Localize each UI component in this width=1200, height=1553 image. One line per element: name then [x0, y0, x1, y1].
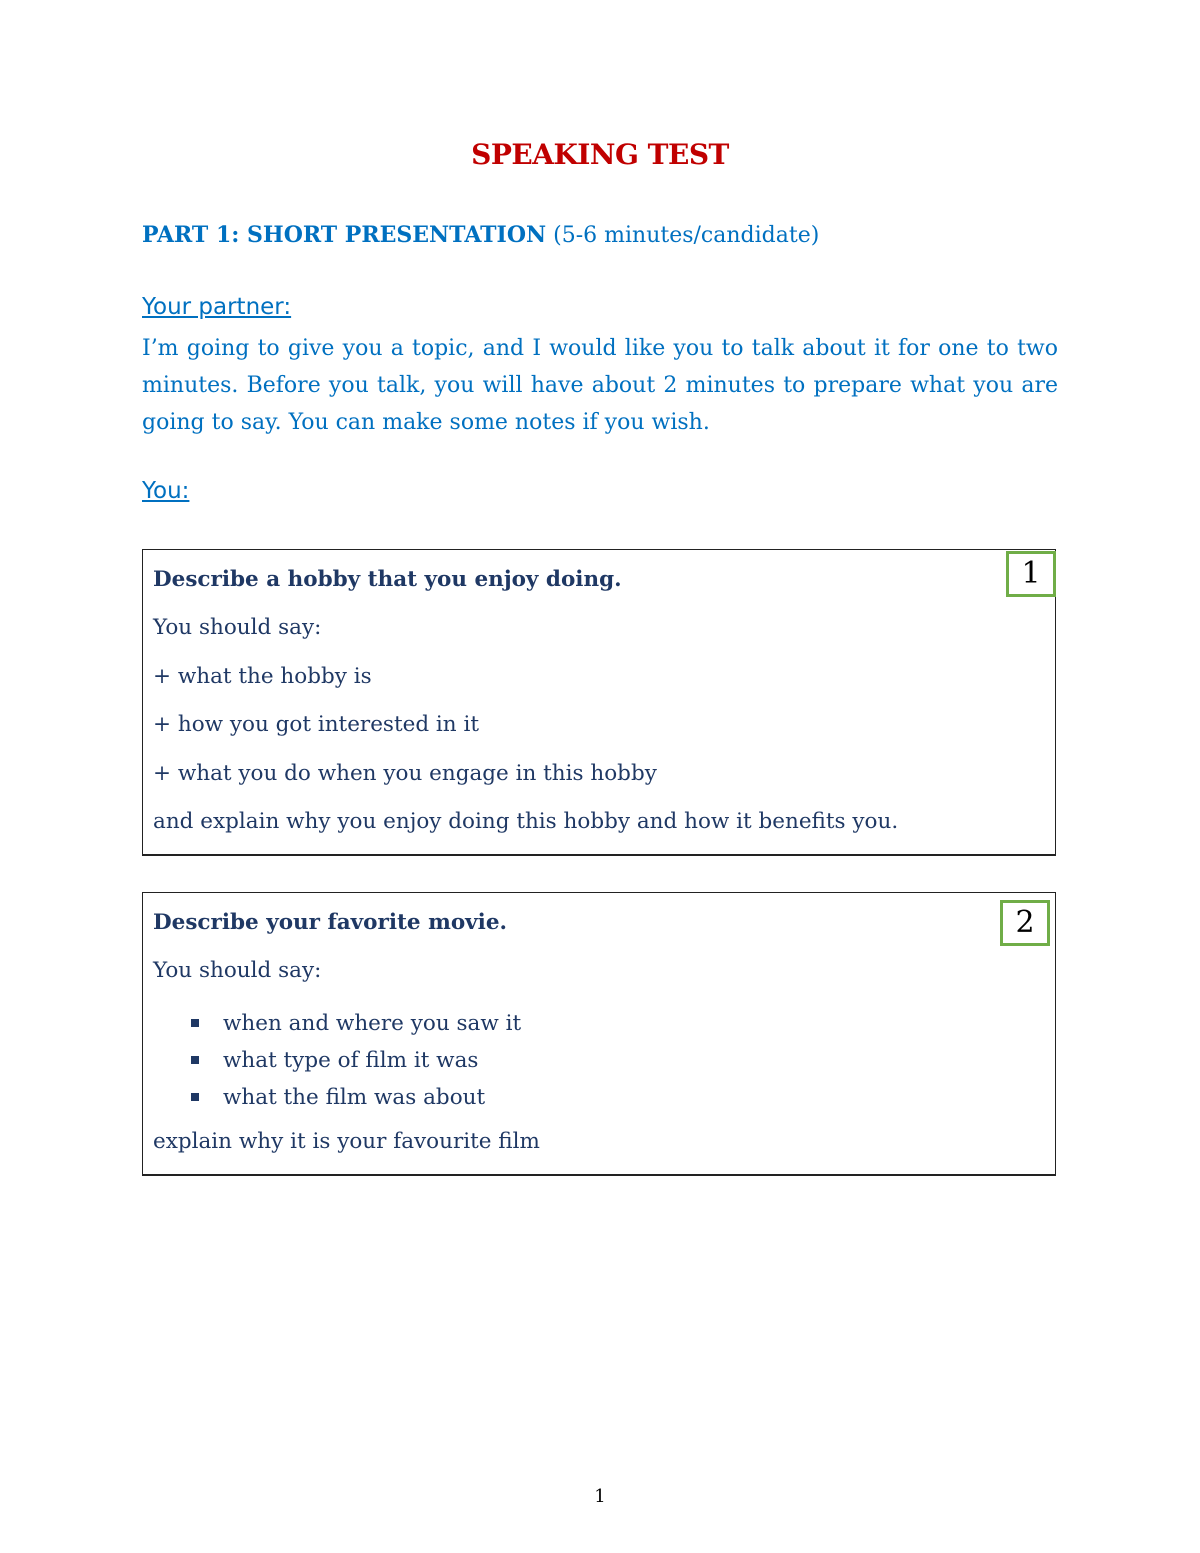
card-closing: and explain why you enjoy doing this hobby and how it benefits you.	[153, 809, 899, 834]
list-item	[153, 1079, 521, 1116]
square-bullet-icon	[191, 1093, 199, 1101]
card-heading: Describe your favorite movie.	[153, 910, 508, 935]
list-item	[153, 1042, 521, 1079]
bullet-text: what type of film it was	[223, 1048, 479, 1073]
partner-instructions: I’m going to give you a topic, and I would like you to talk about it for one to two minutes. Before you talk, you will have about 2 minutes to prepare what you are going to say. You can make some notes if you wish.	[142, 336, 1058, 435]
square-bullet-icon	[191, 1019, 199, 1027]
part-duration: (5-6 minutes/candidate)	[553, 223, 820, 248]
page-title: SPEAKING TEST	[471, 138, 729, 171]
cue-card-2	[142, 892, 1056, 1176]
card-number-badge: 2	[1000, 900, 1050, 946]
card-intro: You should say:	[153, 615, 322, 640]
card-intro: You should say:	[153, 958, 322, 983]
page-number: 1	[594, 1486, 606, 1507]
card-heading: Describe a hobby that you enjoy doing.	[153, 567, 622, 592]
bullet-text: what the film was about	[223, 1085, 486, 1110]
you-label: You:	[142, 478, 190, 504]
list-item	[153, 1005, 521, 1042]
part-heading-line	[142, 222, 819, 248]
partner-label: Your partner:	[142, 294, 292, 320]
cue-card-1	[142, 549, 1056, 856]
card-point: + how you got interested in it	[153, 712, 479, 737]
card-point: + what the hobby is	[153, 664, 372, 689]
part-heading: PART 1: SHORT PRESENTATION	[142, 222, 547, 248]
card-number-badge: 1	[1006, 551, 1056, 597]
bullet-text: when and where you saw it	[223, 1011, 522, 1036]
card-closing: explain why it is your favourite film	[153, 1129, 540, 1154]
card-point: + what you do when you engage in this hobby	[153, 761, 657, 786]
card-bullet-list	[153, 1005, 521, 1116]
square-bullet-icon	[191, 1056, 199, 1064]
